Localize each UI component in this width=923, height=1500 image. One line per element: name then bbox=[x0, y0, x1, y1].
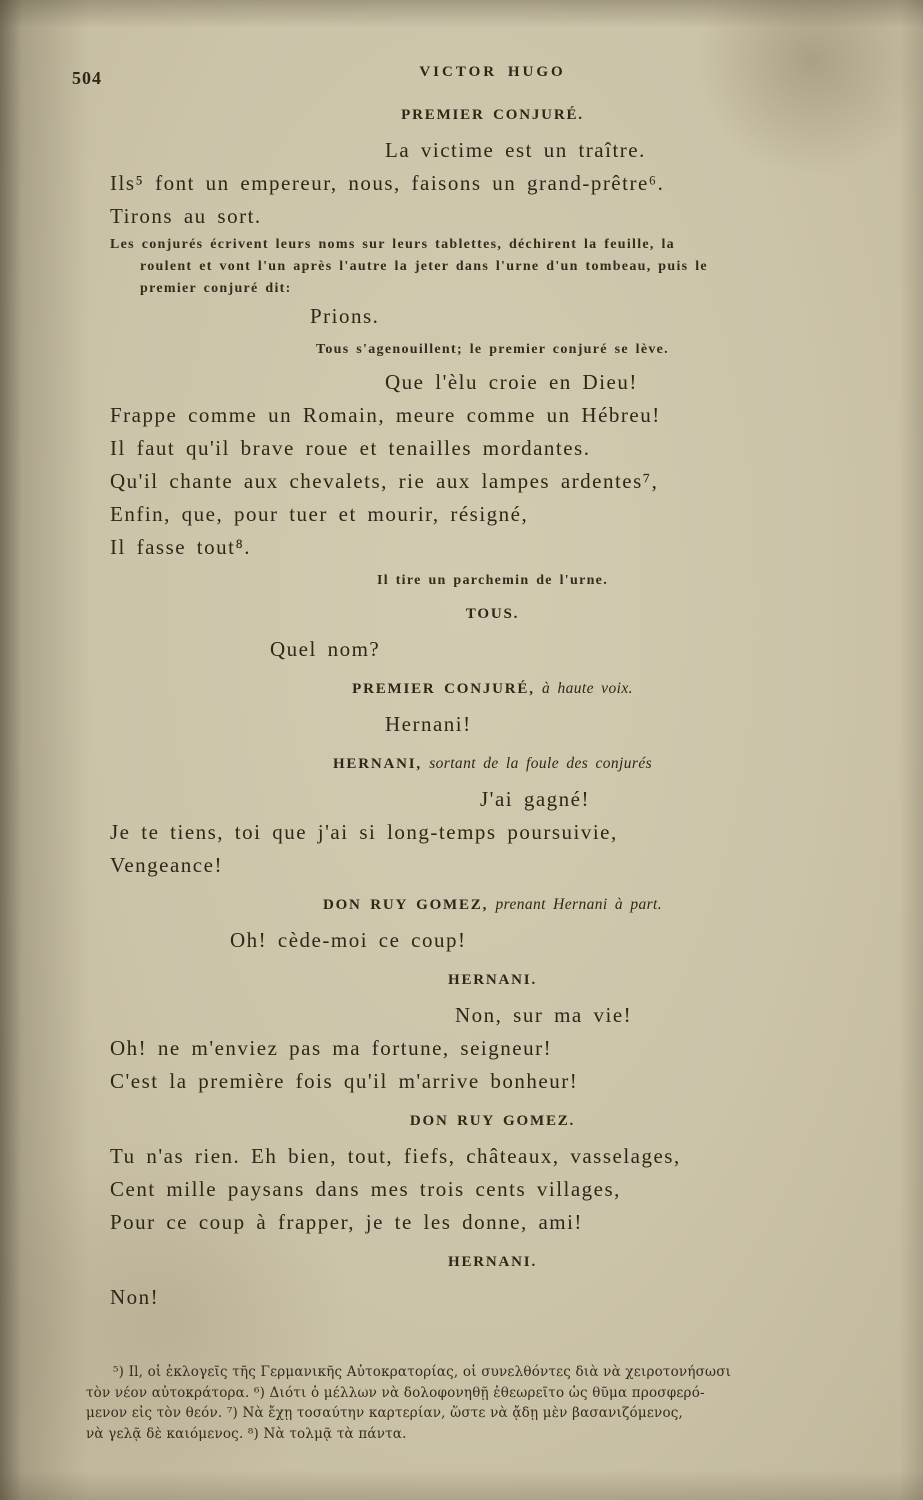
verse-line: Que l'èlu croie en Dieu! bbox=[385, 370, 638, 394]
verse-line: Tu n'as rien. Eh bien, tout, fiefs, châteaux, vasselages, bbox=[110, 1144, 681, 1168]
verse-line: Je te tiens, toi que j'ai si long-temps poursuivie, bbox=[110, 820, 618, 844]
speaker-name: HERNANI, bbox=[332, 756, 422, 772]
verse-line: La victime est un traître. bbox=[385, 138, 646, 162]
stage-direction: Les conjurés écrivent leurs noms sur leurs tablettes, déchirent la feuille, la bbox=[110, 237, 675, 252]
stage-direction: Tous s'agenouillent; le premier conjuré se lève. bbox=[316, 342, 669, 357]
verse-line: Ils⁵ font un empereur, nous, faisons un grand-prêtre⁶. bbox=[110, 171, 665, 195]
speaker-name: HERNANI. bbox=[448, 972, 537, 988]
footnote-area bbox=[86, 1351, 889, 1448]
speaker-name: DON RUY GOMEZ, bbox=[322, 897, 489, 913]
speaker-stage-direction: sortant de la foule des conjurés bbox=[421, 755, 653, 772]
footnote-line: ⁵) Il, οἱ ἐκλογεῖς τῆς Γερμανικῆς Αὐτοκρατορίας, οἱ συνελθόντες διὰ νὰ χειροτονήσωσι bbox=[113, 1364, 732, 1380]
footnote-line: μενον εἰς τὸν θεόν. ⁷) Νὰ ἔχῃ τοσαύτην καρτερίαν, ὥστε νὰ ᾄδῃ μὲν βασανιζόμενος, bbox=[86, 1405, 684, 1421]
speaker-heading bbox=[110, 604, 875, 624]
verse-line: Prions. bbox=[310, 304, 380, 328]
stage-direction: premier conjuré dit: bbox=[140, 281, 292, 296]
speaker-name: PREMIER CONJURÉ. bbox=[401, 107, 584, 123]
verse-line: Oh! cède-moi ce coup! bbox=[230, 928, 467, 952]
verse-line: Pour ce coup à frapper, je te les donne, ami! bbox=[110, 1210, 583, 1234]
verse-line: Frappe comme un Romain, meure comme un Hébreu! bbox=[110, 403, 661, 427]
speaker-heading bbox=[110, 970, 875, 990]
verse-line: Hernani! bbox=[385, 712, 472, 736]
verse-line: Oh! ne m'enviez pas ma fortune, seigneur! bbox=[110, 1036, 553, 1060]
speaker-name: PREMIER CONJURÉ, bbox=[352, 681, 535, 697]
verse-line: Il fasse tout⁸. bbox=[110, 535, 252, 559]
verse-line: Vengeance! bbox=[110, 853, 223, 877]
speaker-heading bbox=[110, 105, 875, 125]
speaker-stage-direction: à haute voix. bbox=[534, 680, 633, 697]
speaker-heading bbox=[110, 1252, 875, 1272]
footnote-line: νὰ γελᾷ δὲ καιόμενος. ⁸) Νὰ τολμᾷ τὰ πάντα. bbox=[86, 1425, 407, 1442]
speaker-name: DON RUY GOMEZ. bbox=[409, 1113, 576, 1129]
speaker-name: HERNANI. bbox=[448, 1254, 537, 1270]
verse-line: Qu'il chante aux chevalets, rie aux lampes ardentes⁷, bbox=[110, 469, 659, 493]
verse-line: Tirons au sort. bbox=[110, 204, 262, 228]
footnotes bbox=[86, 1362, 889, 1444]
verse-line: C'est la première fois qu'il m'arrive bonheur! bbox=[110, 1069, 579, 1093]
page-number: 504 bbox=[72, 68, 102, 88]
verse-line: J'ai gagné! bbox=[480, 787, 590, 811]
speaker-heading bbox=[110, 895, 875, 915]
verse-line: Enfin, que, pour tuer et mourir, résigné, bbox=[110, 502, 529, 526]
speaker-heading bbox=[110, 754, 875, 774]
stage-direction: Il tire un parchemin de l'urne. bbox=[376, 573, 608, 588]
verse-line: Non, sur ma vie! bbox=[455, 1003, 633, 1027]
footnote-line: τὸν νέον αὐτοκράτορα. ⁶) Διότι ὁ μέλλων νὰ δολοφονηθῇ ἐθεωρεῖτο ὡς θῦμα προσφερό- bbox=[86, 1384, 705, 1401]
play-text bbox=[110, 92, 875, 1314]
speaker-name: TOUS. bbox=[465, 606, 520, 622]
speaker-heading bbox=[110, 679, 875, 699]
stage-direction: roulent et vont l'un après l'autre la jeter dans l'urne d'un tombeau, puis le bbox=[140, 259, 708, 274]
running-head: VICTOR HUGO bbox=[419, 64, 566, 80]
verse-line: Quel nom? bbox=[270, 637, 381, 661]
verse-line: Non! bbox=[110, 1285, 160, 1309]
verse-line: Cent mille paysans dans mes trois cents villages, bbox=[110, 1177, 621, 1201]
verse-line: Il faut qu'il brave roue et tenailles mordantes. bbox=[110, 436, 591, 460]
speaker-heading bbox=[110, 1111, 875, 1131]
speaker-stage-direction: prenant Hernani à part. bbox=[488, 896, 663, 913]
